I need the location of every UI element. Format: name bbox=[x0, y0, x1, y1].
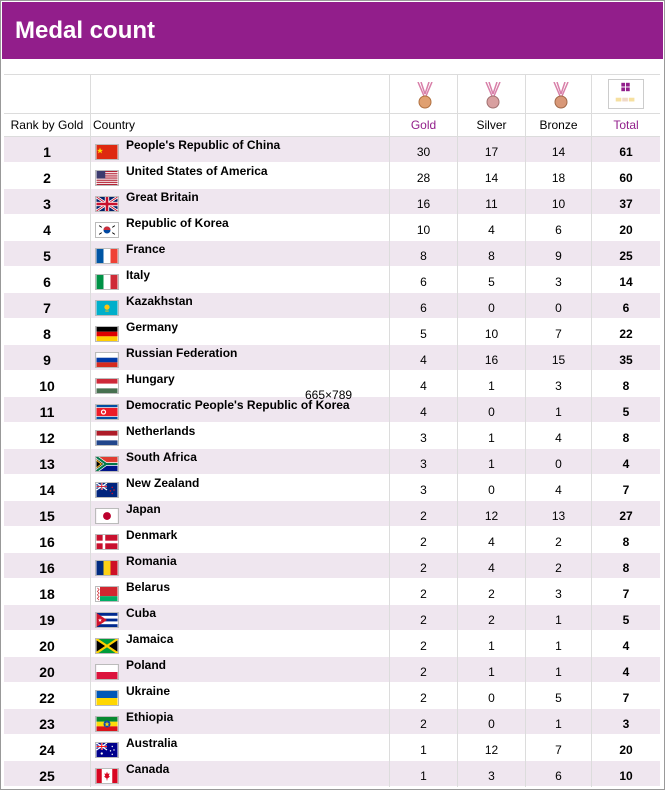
total-cell: 10 bbox=[619, 769, 633, 783]
flag-icon bbox=[95, 144, 119, 160]
total-cell: 61 bbox=[619, 145, 633, 159]
country-name[interactable]: New Zealand bbox=[126, 476, 200, 490]
table-row bbox=[4, 605, 660, 631]
bronze-cell: 1 bbox=[526, 657, 592, 683]
flag-icon bbox=[95, 274, 119, 290]
silver-cell: 4 bbox=[458, 553, 526, 579]
rank-icon-cell bbox=[4, 75, 91, 114]
flag-icon bbox=[95, 248, 119, 264]
column-header-gold[interactable]: Gold bbox=[390, 114, 458, 136]
total-cell: 35 bbox=[619, 353, 633, 367]
gold-cell: 2 bbox=[390, 579, 458, 605]
rank-cell: 4 bbox=[4, 215, 91, 241]
country-cell bbox=[91, 189, 390, 215]
flag-icon bbox=[95, 508, 119, 524]
silver-cell: 1 bbox=[458, 423, 526, 449]
country-name[interactable]: People's Republic of China bbox=[126, 138, 281, 152]
table-icon-header bbox=[4, 74, 660, 114]
country-name[interactable]: Russian Federation bbox=[126, 346, 238, 360]
table-row bbox=[4, 293, 660, 319]
bronze-cell: 4 bbox=[526, 423, 592, 449]
silver-cell: 12 bbox=[458, 501, 526, 527]
gold-cell: 8 bbox=[390, 241, 458, 267]
country-cell bbox=[91, 267, 390, 293]
silver-cell: 11 bbox=[458, 189, 526, 215]
country-name[interactable]: Republic of Korea bbox=[126, 216, 229, 230]
table-row bbox=[4, 761, 660, 787]
bronze-cell: 2 bbox=[526, 527, 592, 553]
rank-cell: 10 bbox=[4, 371, 91, 397]
table-body bbox=[4, 137, 660, 787]
country-cell bbox=[91, 735, 390, 761]
country-name[interactable]: Cuba bbox=[126, 606, 156, 620]
flag-icon bbox=[95, 352, 119, 368]
flag-icon bbox=[95, 196, 119, 212]
rank-cell: 12 bbox=[4, 423, 91, 449]
table-row bbox=[4, 241, 660, 267]
silver-cell: 1 bbox=[458, 449, 526, 475]
country-name[interactable]: Denmark bbox=[126, 528, 178, 542]
gold-cell: 1 bbox=[390, 761, 458, 787]
gold-cell: 2 bbox=[390, 657, 458, 683]
country-name[interactable]: Ukraine bbox=[126, 684, 171, 698]
gold-cell: 6 bbox=[390, 267, 458, 293]
gold-medal-icon bbox=[415, 82, 435, 110]
silver-cell: 1 bbox=[458, 657, 526, 683]
country-cell bbox=[91, 163, 390, 189]
flag-icon bbox=[95, 742, 119, 758]
country-name[interactable]: Poland bbox=[126, 658, 167, 672]
total-cell: 27 bbox=[619, 509, 633, 523]
flag-icon bbox=[95, 690, 119, 706]
gold-cell: 2 bbox=[390, 501, 458, 527]
table-row bbox=[4, 527, 660, 553]
flag-icon bbox=[95, 482, 119, 498]
table-row bbox=[4, 215, 660, 241]
total-cell: 22 bbox=[619, 327, 633, 341]
total-cell: 6 bbox=[622, 301, 630, 315]
total-cell: 4 bbox=[622, 457, 630, 471]
gold-cell: 3 bbox=[390, 423, 458, 449]
country-cell bbox=[91, 709, 390, 735]
country-name[interactable]: Japan bbox=[126, 502, 161, 516]
bronze-cell: 18 bbox=[526, 163, 592, 189]
rank-cell: 16 bbox=[4, 527, 91, 553]
rank-cell: 23 bbox=[4, 709, 91, 735]
gold-cell: 30 bbox=[390, 137, 458, 163]
table-row bbox=[4, 423, 660, 449]
table-row bbox=[4, 553, 660, 579]
bronze-cell: 3 bbox=[526, 267, 592, 293]
column-header-silver[interactable]: Silver bbox=[458, 114, 526, 136]
table-row bbox=[4, 163, 660, 189]
table-row bbox=[4, 631, 660, 657]
country-cell bbox=[91, 683, 390, 709]
gold-cell: 3 bbox=[390, 475, 458, 501]
table-row bbox=[4, 709, 660, 735]
flag-icon bbox=[95, 560, 119, 576]
rank-cell: 8 bbox=[4, 319, 91, 345]
bronze-cell: 10 bbox=[526, 189, 592, 215]
rank-cell: 20 bbox=[4, 657, 91, 683]
bronze-medal-icon bbox=[551, 82, 571, 110]
rank-cell: 9 bbox=[4, 345, 91, 371]
country-cell bbox=[91, 657, 390, 683]
bronze-cell: 3 bbox=[526, 579, 592, 605]
flag-icon bbox=[95, 612, 119, 628]
table-row bbox=[4, 501, 660, 527]
silver-cell: 1 bbox=[458, 371, 526, 397]
silver-icon-cell bbox=[458, 75, 526, 114]
country-cell bbox=[91, 345, 390, 371]
flag-icon bbox=[95, 378, 119, 394]
gold-cell: 28 bbox=[390, 163, 458, 189]
total-cell: 8 bbox=[622, 431, 630, 445]
flag-icon bbox=[95, 404, 119, 420]
rank-cell: 2 bbox=[4, 163, 91, 189]
table-row bbox=[4, 189, 660, 215]
silver-cell: 0 bbox=[458, 293, 526, 319]
table-row bbox=[4, 319, 660, 345]
country-cell bbox=[91, 137, 390, 163]
silver-cell: 0 bbox=[458, 683, 526, 709]
total-cell: 3 bbox=[622, 717, 630, 731]
total-cell: 7 bbox=[622, 691, 630, 705]
flag-icon bbox=[95, 534, 119, 550]
flag-icon bbox=[95, 430, 119, 446]
total-cell: 4 bbox=[622, 639, 630, 653]
country-name[interactable]: United States of America bbox=[126, 164, 268, 178]
silver-cell: 0 bbox=[458, 709, 526, 735]
silver-cell: 1 bbox=[458, 631, 526, 657]
country-name[interactable]: Kazakhstan bbox=[126, 294, 193, 308]
rank-cell: 5 bbox=[4, 241, 91, 267]
rank-cell: 1 bbox=[4, 137, 91, 163]
silver-cell: 12 bbox=[458, 735, 526, 761]
total-cell: 20 bbox=[619, 223, 633, 237]
bronze-cell: 1 bbox=[526, 631, 592, 657]
rank-cell: 11 bbox=[4, 397, 91, 423]
country-name[interactable]: Romania bbox=[126, 554, 177, 568]
bronze-cell: 1 bbox=[526, 605, 592, 631]
gold-cell: 2 bbox=[390, 631, 458, 657]
column-header-rank[interactable]: Rank by Gold bbox=[4, 114, 91, 136]
table-row bbox=[4, 683, 660, 709]
silver-medal-icon bbox=[483, 82, 503, 110]
bronze-cell: 9 bbox=[526, 241, 592, 267]
column-header-bronze[interactable]: Bronze bbox=[526, 114, 592, 136]
total-medals-icon bbox=[608, 79, 644, 109]
flag-icon bbox=[95, 586, 119, 602]
page-title: Medal count bbox=[2, 2, 663, 59]
column-header-country[interactable]: Country bbox=[91, 114, 390, 136]
bronze-cell: 0 bbox=[526, 449, 592, 475]
country-cell bbox=[91, 579, 390, 605]
country-name[interactable]: Ethiopia bbox=[126, 710, 174, 724]
bronze-cell: 7 bbox=[526, 319, 592, 345]
silver-cell: 0 bbox=[458, 475, 526, 501]
silver-cell: 0 bbox=[458, 397, 526, 423]
gold-cell: 1 bbox=[390, 735, 458, 761]
table-row bbox=[4, 267, 660, 293]
bronze-cell: 14 bbox=[526, 137, 592, 163]
gold-cell: 3 bbox=[390, 449, 458, 475]
flag-icon bbox=[95, 300, 119, 316]
bronze-cell: 0 bbox=[526, 293, 592, 319]
dimension-watermark: 665×789 bbox=[305, 388, 353, 402]
silver-cell: 14 bbox=[458, 163, 526, 189]
silver-cell: 5 bbox=[458, 267, 526, 293]
bronze-cell: 5 bbox=[526, 683, 592, 709]
gold-cell: 4 bbox=[390, 397, 458, 423]
country-cell bbox=[91, 423, 390, 449]
table-row bbox=[4, 735, 660, 761]
country-cell bbox=[91, 293, 390, 319]
country-cell bbox=[91, 553, 390, 579]
column-header-total[interactable]: Total bbox=[613, 118, 639, 132]
country-name[interactable]: France bbox=[126, 242, 166, 256]
rank-cell: 15 bbox=[4, 501, 91, 527]
total-icon-cell bbox=[592, 75, 660, 114]
total-cell: 25 bbox=[619, 249, 633, 263]
gold-cell: 6 bbox=[390, 293, 458, 319]
flag-icon bbox=[95, 222, 119, 238]
country-name[interactable]: Belarus bbox=[126, 580, 171, 594]
total-cell: 8 bbox=[622, 561, 630, 575]
table-row bbox=[4, 137, 660, 163]
total-cell: 37 bbox=[619, 197, 633, 211]
country-cell bbox=[91, 475, 390, 501]
silver-cell: 17 bbox=[458, 137, 526, 163]
table-row bbox=[4, 657, 660, 683]
bronze-cell: 13 bbox=[526, 501, 592, 527]
medal-table bbox=[4, 74, 660, 787]
country-name[interactable]: Canada bbox=[126, 762, 170, 776]
total-cell: 8 bbox=[622, 379, 630, 393]
flag-icon bbox=[95, 326, 119, 342]
country-name[interactable]: Hungary bbox=[126, 372, 175, 386]
flag-icon bbox=[95, 638, 119, 654]
silver-cell: 8 bbox=[458, 241, 526, 267]
country-name[interactable]: Australia bbox=[126, 736, 178, 750]
bronze-cell: 15 bbox=[526, 345, 592, 371]
silver-cell: 4 bbox=[458, 215, 526, 241]
country-name[interactable]: Italy bbox=[126, 268, 151, 282]
gold-cell: 4 bbox=[390, 371, 458, 397]
gold-cell: 2 bbox=[390, 605, 458, 631]
flag-icon bbox=[95, 716, 119, 732]
rank-cell: 18 bbox=[4, 579, 91, 605]
rank-cell: 24 bbox=[4, 735, 91, 761]
gold-cell: 2 bbox=[390, 527, 458, 553]
rank-cell: 13 bbox=[4, 449, 91, 475]
country-icon-cell bbox=[91, 75, 390, 114]
silver-cell: 2 bbox=[458, 605, 526, 631]
silver-cell: 2 bbox=[458, 579, 526, 605]
rank-cell: 20 bbox=[4, 631, 91, 657]
rank-cell: 6 bbox=[4, 267, 91, 293]
rank-cell: 3 bbox=[4, 189, 91, 215]
total-cell: 5 bbox=[622, 405, 630, 419]
country-cell bbox=[91, 631, 390, 657]
gold-cell: 4 bbox=[390, 345, 458, 371]
rank-cell: 16 bbox=[4, 553, 91, 579]
bronze-cell: 1 bbox=[526, 397, 592, 423]
total-cell: 14 bbox=[619, 275, 633, 289]
country-name[interactable]: South Africa bbox=[126, 450, 197, 464]
bronze-cell: 4 bbox=[526, 475, 592, 501]
table-row bbox=[4, 345, 660, 371]
flag-icon bbox=[95, 456, 119, 472]
gold-cell: 2 bbox=[390, 709, 458, 735]
bronze-cell: 3 bbox=[526, 371, 592, 397]
gold-cell: 2 bbox=[390, 683, 458, 709]
silver-cell: 4 bbox=[458, 527, 526, 553]
table-header-row bbox=[4, 114, 660, 137]
gold-cell: 16 bbox=[390, 189, 458, 215]
silver-cell: 16 bbox=[458, 345, 526, 371]
gold-cell: 2 bbox=[390, 553, 458, 579]
table-row bbox=[4, 475, 660, 501]
country-name[interactable]: Germany bbox=[126, 320, 179, 334]
country-name[interactable]: Great Britain bbox=[126, 190, 199, 204]
country-cell bbox=[91, 241, 390, 267]
country-cell bbox=[91, 527, 390, 553]
total-cell: 5 bbox=[622, 613, 630, 627]
country-cell bbox=[91, 319, 390, 345]
gold-cell: 10 bbox=[390, 215, 458, 241]
total-cell: 20 bbox=[619, 743, 633, 757]
table-row bbox=[4, 449, 660, 475]
country-cell bbox=[91, 501, 390, 527]
total-cell: 7 bbox=[622, 587, 630, 601]
country-cell bbox=[91, 215, 390, 241]
rank-cell: 7 bbox=[4, 293, 91, 319]
country-cell bbox=[91, 605, 390, 631]
bronze-cell: 6 bbox=[526, 761, 592, 787]
total-cell: 8 bbox=[622, 535, 630, 549]
rank-cell: 25 bbox=[4, 761, 91, 787]
flag-icon bbox=[95, 664, 119, 680]
table-row bbox=[4, 579, 660, 605]
rank-cell: 22 bbox=[4, 683, 91, 709]
flag-icon bbox=[95, 768, 119, 784]
bronze-cell: 1 bbox=[526, 709, 592, 735]
country-cell bbox=[91, 761, 390, 787]
bronze-cell: 6 bbox=[526, 215, 592, 241]
silver-cell: 10 bbox=[458, 319, 526, 345]
bronze-cell: 7 bbox=[526, 735, 592, 761]
gold-cell: 5 bbox=[390, 319, 458, 345]
flag-icon bbox=[95, 170, 119, 186]
country-name[interactable]: Netherlands bbox=[126, 424, 196, 438]
total-cell: 7 bbox=[622, 483, 630, 497]
bronze-cell: 2 bbox=[526, 553, 592, 579]
total-cell: 4 bbox=[622, 665, 630, 679]
rank-cell: 14 bbox=[4, 475, 91, 501]
rank-cell: 19 bbox=[4, 605, 91, 631]
country-name[interactable]: Democratic People's Republic of Korea bbox=[126, 398, 350, 412]
country-name[interactable]: Jamaica bbox=[126, 632, 174, 646]
bronze-icon-cell bbox=[526, 75, 592, 114]
silver-cell: 3 bbox=[458, 761, 526, 787]
gold-icon-cell bbox=[390, 75, 458, 114]
total-cell: 60 bbox=[619, 171, 633, 185]
country-cell bbox=[91, 449, 390, 475]
